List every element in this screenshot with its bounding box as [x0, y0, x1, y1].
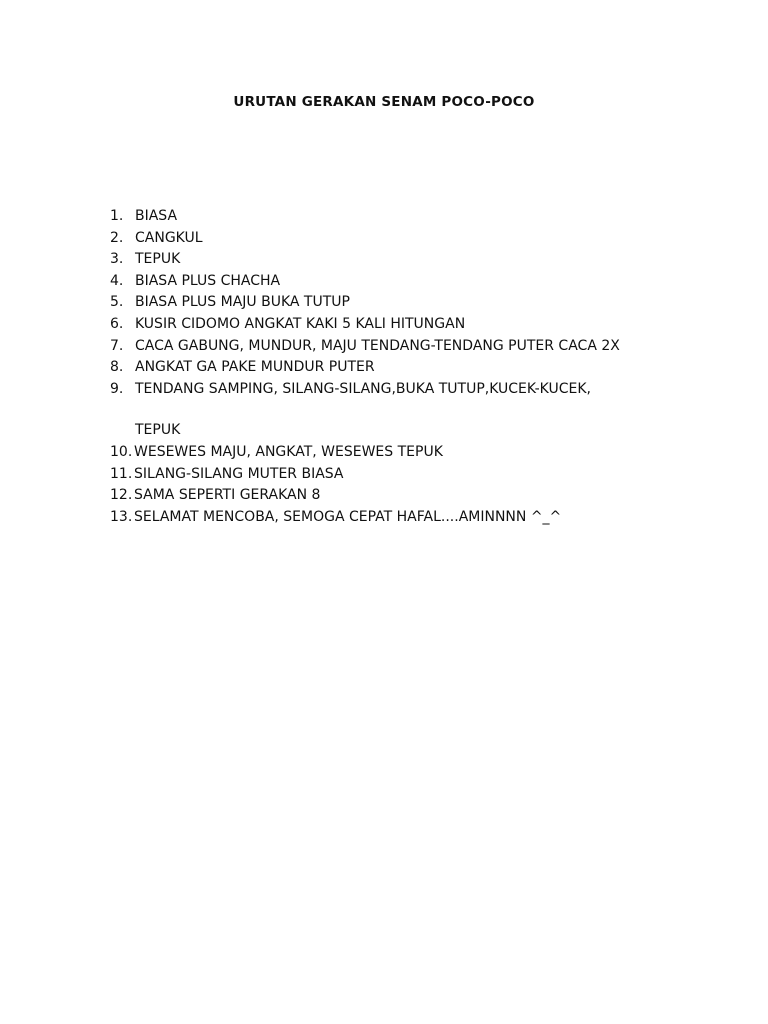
list-item-text: BIASA PLUS CHACHA: [135, 272, 281, 289]
list-item: [110, 336, 730, 358]
list-item: [110, 442, 730, 464]
list-item-number: 4.: [110, 272, 124, 289]
list-item-text: TEPUK: [135, 251, 181, 268]
list-item-continuation: TEPUK: [135, 422, 181, 439]
list-item-number: 2.: [110, 229, 124, 246]
list-item: [110, 507, 730, 529]
list-item-number: 6.: [110, 315, 124, 332]
list-item-text: SILANG-SILANG MUTER BIASA: [134, 465, 344, 482]
list-item: [110, 464, 730, 486]
list-item: [110, 314, 730, 336]
list-item-text: CANGKUL: [135, 229, 203, 246]
list-item-text: ANGKAT GA PAKE MUNDUR PUTER: [135, 359, 375, 376]
list-item-text: WESEWES MAJU, ANGKAT, WESEWES TEPUK: [134, 443, 443, 460]
list-item-number: 5.: [110, 294, 124, 311]
list-item-number: 7.: [110, 337, 124, 354]
list-item: [110, 379, 730, 401]
list-item: [110, 292, 730, 314]
list-item-number: 3.: [110, 251, 124, 268]
list-item-number: 13.: [110, 508, 133, 525]
list-item-text: KUSIR CIDOMO ANGKAT KAKI 5 KALI HITUNGAN: [135, 315, 466, 332]
list-item-number: 1.: [110, 208, 124, 224]
list-item-text: TENDANG SAMPING, SILANG-SILANG,BUKA TUTUP,KUCEK-KUCEK,: [135, 380, 591, 397]
list-item: [110, 228, 730, 250]
list-item-text: SELAMAT MENCOBA, SEMOGA CEPAT HAFAL....AMINNNN ^_^: [134, 508, 562, 525]
list-item-text: CACA GABUNG, MUNDUR, MAJU TENDANG-TENDANG PUTER CACA 2X: [135, 337, 620, 354]
list-item-number: 9.: [110, 380, 124, 397]
list-item-number: 10.: [110, 443, 133, 460]
list-item: [110, 271, 730, 293]
list-item-text: BIASA: [135, 208, 178, 224]
list-item-text: BIASA PLUS MAJU BUKA TUTUP: [135, 294, 350, 311]
list-item: [110, 357, 730, 379]
list-item-number: 11.: [110, 465, 133, 482]
list-item-number: 8.: [110, 359, 124, 376]
list-item-number: 12.: [110, 487, 133, 504]
movement-list: [110, 206, 730, 528]
list-item: [110, 485, 730, 507]
list-item: [110, 206, 730, 228]
document-title: URUTAN GERAKAN SENAM POCO-POCO: [233, 94, 535, 110]
list-item: [110, 249, 730, 271]
list-item-text: SAMA SEPERTI GERAKAN 8: [134, 487, 321, 504]
